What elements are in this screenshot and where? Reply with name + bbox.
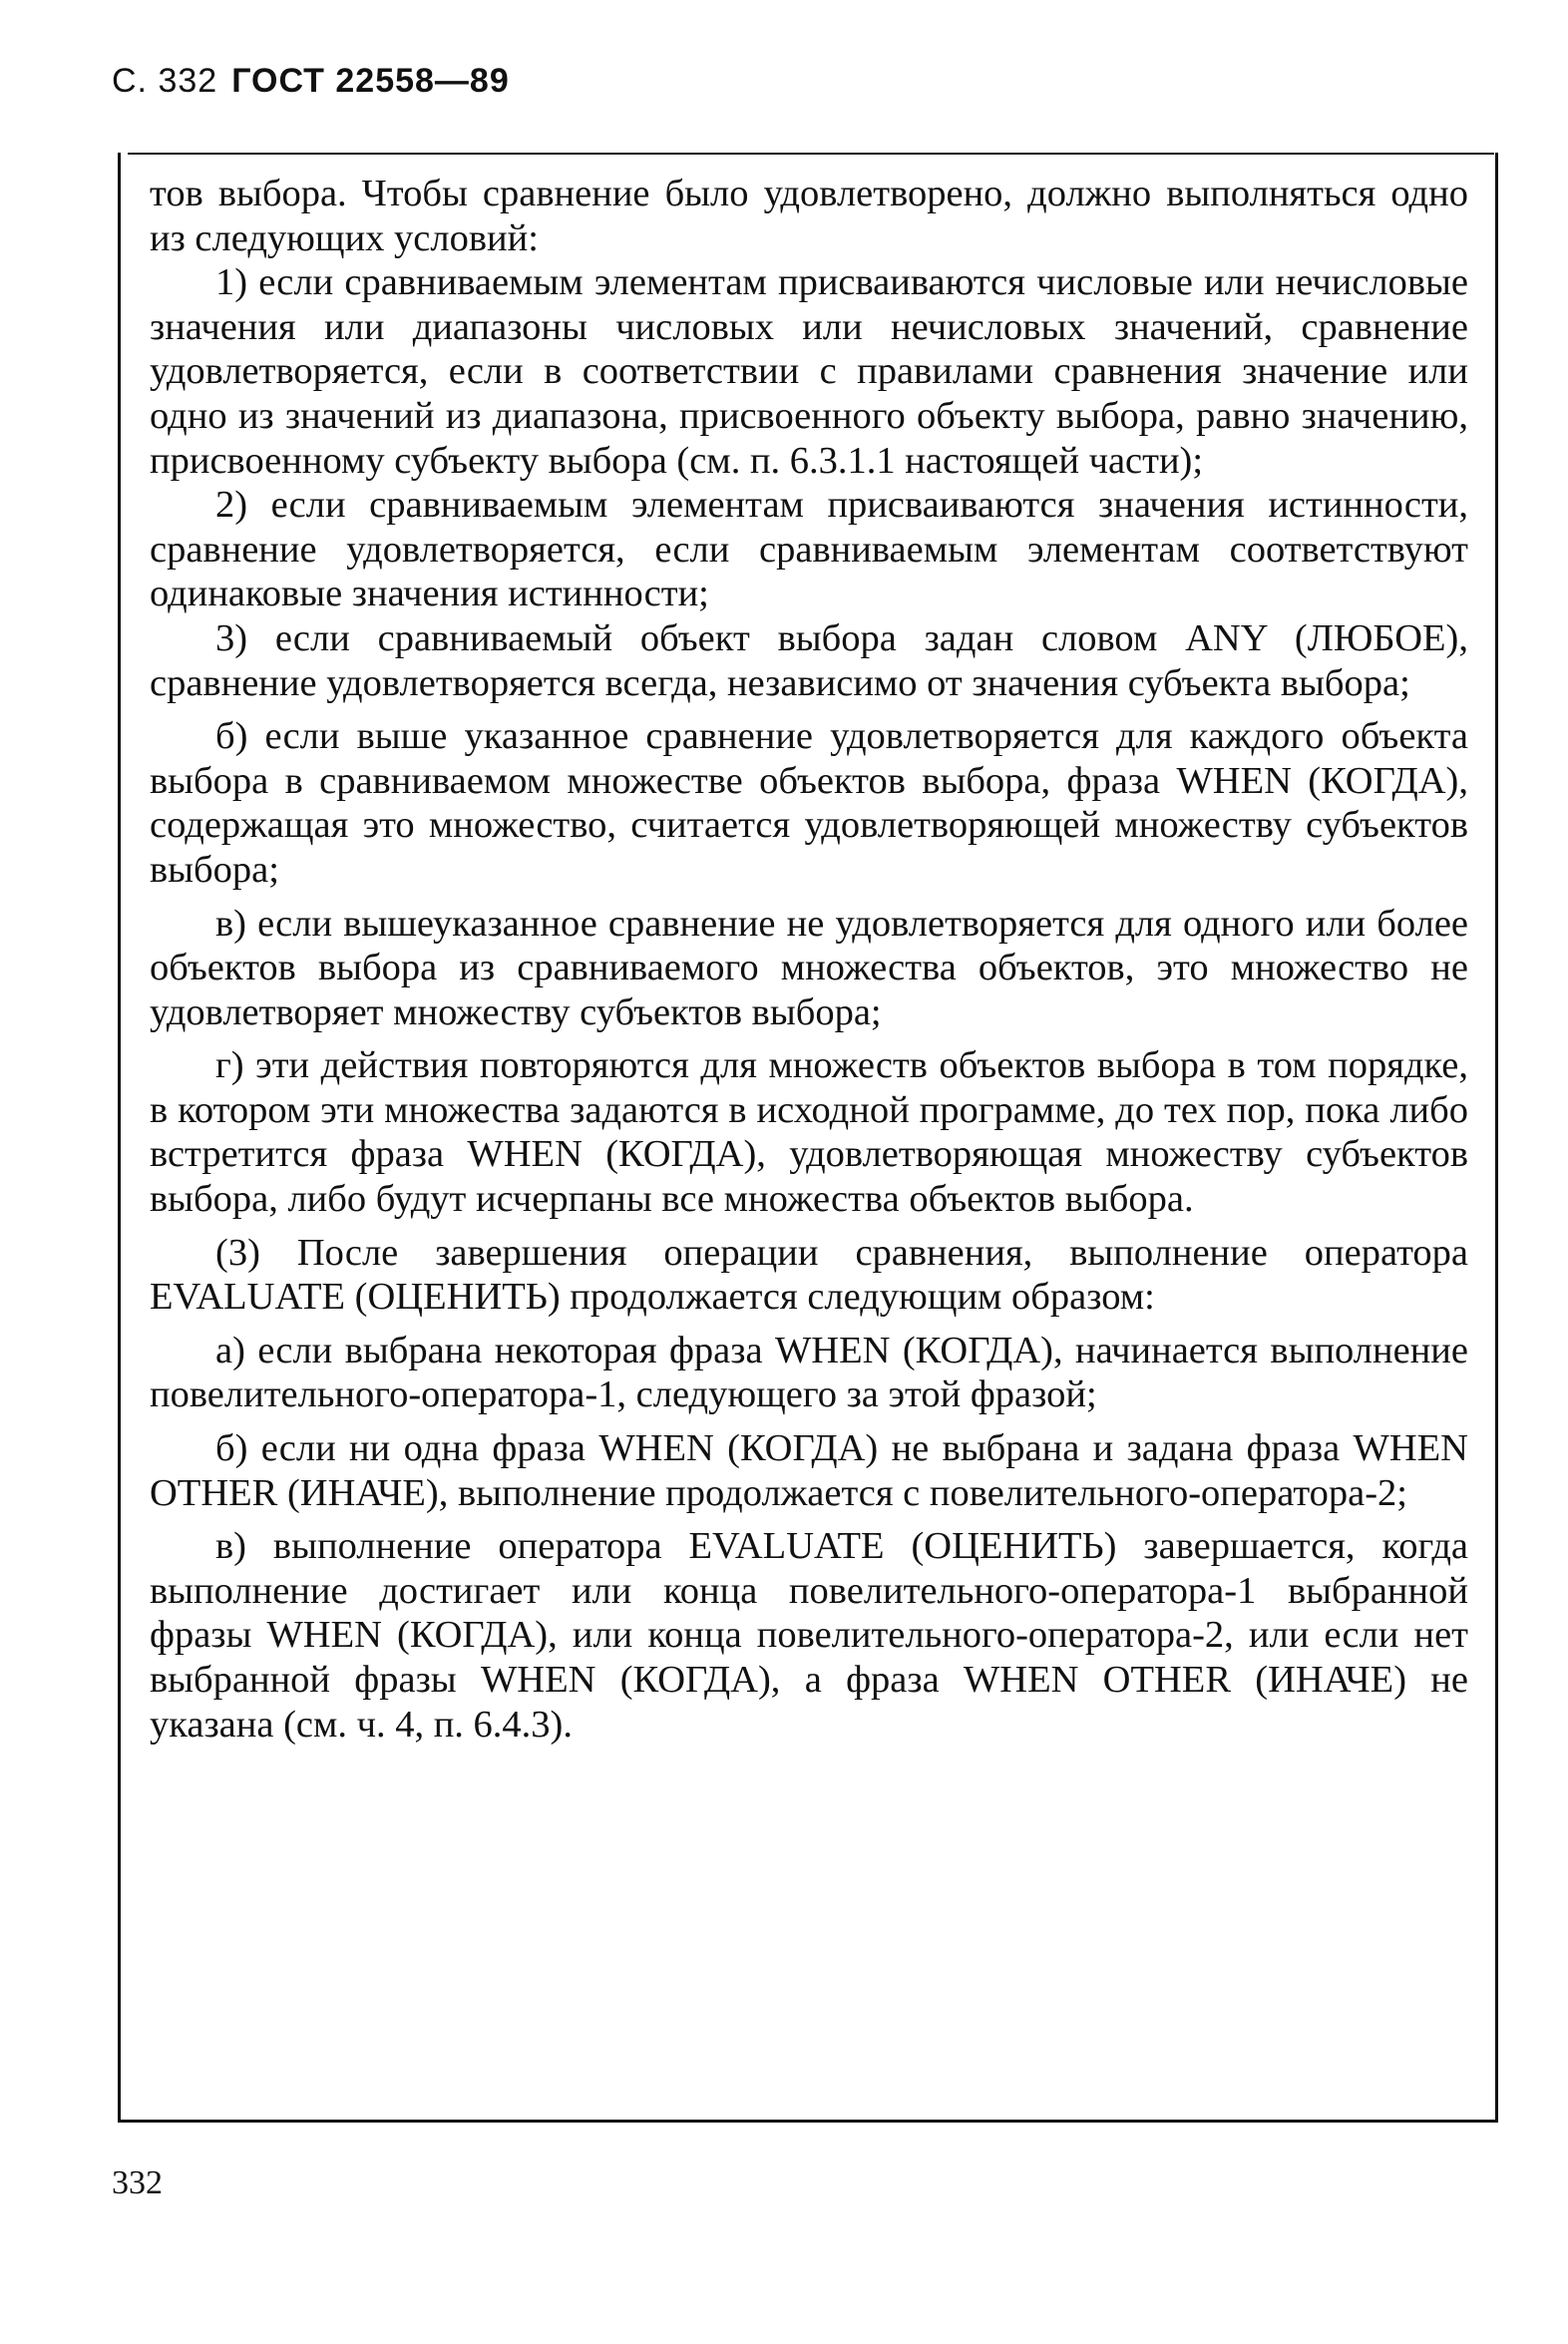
paragraph-item-g: г) эти действия повторяются для множеств объектов выбора в том порядке, в котором эти множества задаются в исходной программе, до тех пор, пока либо встретится фраза WHEN (КОГДА), удовлетворяющая множеству субъектов выбора, либо будут исчерпаны все множества объектов выбора.	[150, 1044, 1468, 1221]
page-label: С. 332	[112, 62, 218, 100]
paragraph-item-v2: в) выполнение оператора EVALUATE (ОЦЕНИТЬ) завершается, когда выполнение достигает или конца повелительного-оператора-1 выбранной фразы WHEN (КОГДА), или конца повелительного-оператора-2, или если нет выбранной фразы WHEN (КОГДА), а фраза WHEN OTHER (ИНАЧЕ) не указана (см. ч. 4, п. 6.4.3).	[150, 1525, 1468, 1746]
paragraph-continuation: тов выбора. Чтобы сравнение было удовлетворено, должно выполняться одно из следующих условий:	[150, 173, 1468, 259]
running-head	[112, 62, 510, 101]
body-text	[150, 172, 1468, 1747]
standard-number: ГОСТ 22558—89	[231, 62, 510, 100]
paragraph-item-b2: б) если ни одна фраза WHEN (КОГДА) не выбрана и задана фраза WHEN OTHER (ИНАЧЕ), выполнение продолжается с повелительного-оператора-2;	[150, 1427, 1468, 1514]
paragraph-item-a: а) если выбрана некоторая фраза WHEN (КОГДА), начинается выполнение повелительного-оператора-1, следующего за этой фразой;	[150, 1329, 1468, 1416]
paragraph-item-2: 2) если сравниваемым элементам присваиваются значения истинности, сравнение удовлетворяется, если сравниваемым элементам соответствуют одинаковые значения истинности;	[150, 484, 1468, 615]
paragraph-item-1: 1) если сравниваемым элементам присваиваются числовые или нечисловые значения или диапазоны числовых или нечисловых значений, сравнение удовлетворяется, если в соответствии с правилами сравнения значение или одно из значений из диапазона, присвоенного объекту выбора, равно значению, присвоенному субъекту выбора (см. п. 6.3.1.1 настоящей части);	[150, 261, 1468, 482]
paragraph-item-v: в) если вышеуказанное сравнение не удовлетворяется для одного или более объектов выбора из сравниваемого множества объектов, это множество не удовлетворяет множеству субъектов выбора;	[150, 902, 1468, 1033]
paragraph-item-b: б) если выше указанное сравнение удовлетворяется для каждого объекта выбора в сравниваемом множестве объектов выбора, фраза WHEN (КОГДА), содержащая это множество, считается удовлетворяющей множеству субъектов выбора;	[150, 715, 1468, 891]
paragraph-section-3: (3) После завершения операции сравнения, выполнение оператора EVALUATE (ОЦЕНИТЬ) продолжается следующим образом:	[150, 1231, 1468, 1319]
page-number: 332	[112, 2164, 163, 2201]
paragraph-item-3: 3) если сравниваемый объект выбора задан словом ANY (ЛЮБОЕ), сравнение удовлетворяется всегда, независимо от значения субъекта выбора;	[150, 616, 1468, 704]
